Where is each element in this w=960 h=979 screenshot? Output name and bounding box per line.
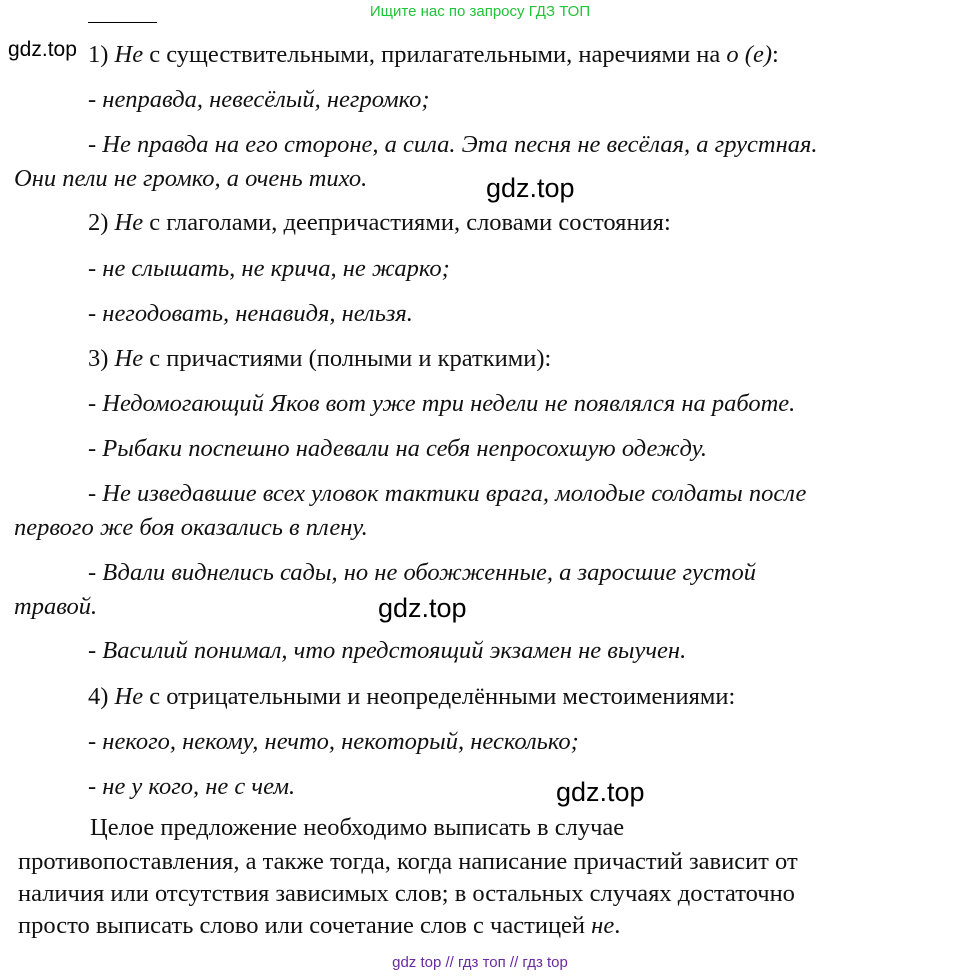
- conclusion-line: наличия или отсутствия зависимых слов; в остальных случаях достаточно: [18, 880, 795, 907]
- conclusion-line: Целое предложение необходимо выписать в случае: [90, 814, 625, 841]
- search-hint-banner: Ищите нас по запросу ГДЗ ТОП: [369, 3, 591, 20]
- conclusion-text: просто выписать слово или сочетание слов с частицей: [18, 912, 586, 939]
- top-rule-divider: [88, 22, 157, 23]
- example-line: первого же боя оказались в плену.: [14, 514, 368, 541]
- example-line: - Рыбаки поспешно надевали на себя непросохшую одежду.: [88, 435, 708, 462]
- example-line: - Не изведавшие всех уловок тактики врага, молодые солдаты после: [88, 480, 807, 507]
- particle-ne: Не: [114, 209, 144, 236]
- rule-text: с существительными, прилагательными, наречиями на: [149, 41, 721, 68]
- rule-3-heading: [88, 347, 551, 372]
- particle-ne: Не: [114, 41, 144, 68]
- footer-watermark: gdz top // гдз топ // гдз top: [392, 954, 568, 971]
- example-line: - некого, некому, нечто, некоторый, несколько;: [88, 728, 579, 755]
- period: .: [614, 912, 621, 939]
- watermark-top-left: gdz.top: [8, 38, 77, 61]
- example-line: Они пели не громко, а очень тихо.: [14, 165, 368, 192]
- watermark: gdz.top: [486, 173, 575, 203]
- suffix-o-e: о (е): [726, 41, 772, 68]
- rule-1-heading: [88, 43, 779, 68]
- rule-4-heading: [88, 685, 735, 710]
- example-line: - не слышать, не крича, не жарко;: [88, 255, 450, 282]
- watermark: gdz.top: [556, 777, 645, 807]
- example-line: - неправда, невесёлый, негромко;: [88, 86, 430, 113]
- rule-number: 1): [88, 41, 109, 68]
- conclusion-line: противопоставления, а также тогда, когда написание причастий зависит от: [18, 848, 798, 875]
- example-line: - негодовать, ненавидя, нельзя.: [88, 300, 413, 327]
- rule-2-heading: [88, 211, 671, 236]
- colon: :: [772, 41, 779, 68]
- rule-text: с отрицательными и неопределёнными местоимениями:: [149, 683, 736, 710]
- watermark: gdz.top: [378, 593, 467, 623]
- rule-text: с причастиями (полными и краткими):: [149, 345, 552, 372]
- rule-number: 2): [88, 209, 109, 236]
- conclusion-line: [18, 914, 620, 939]
- rule-text: с глаголами, деепричастиями, словами состояния:: [149, 209, 671, 236]
- example-line: - Василий понимал, что предстоящий экзамен не выучен.: [88, 637, 687, 664]
- particle-ne: не: [591, 912, 615, 939]
- rule-number: 3): [88, 345, 109, 372]
- example-line: - не у кого, не с чем.: [88, 773, 296, 800]
- example-line: - Вдали виднелись сады, но не обожженные, а заросшие густой: [88, 559, 756, 586]
- example-line: - Недомогающий Яков вот уже три недели не появлялся на работе.: [88, 390, 796, 417]
- example-line: травой.: [14, 593, 98, 620]
- rule-number: 4): [88, 683, 109, 710]
- particle-ne: Не: [114, 683, 144, 710]
- particle-ne: Не: [114, 345, 144, 372]
- example-line: - Не правда на его стороне, а сила. Эта песня не весёлая, а грустная.: [88, 131, 818, 158]
